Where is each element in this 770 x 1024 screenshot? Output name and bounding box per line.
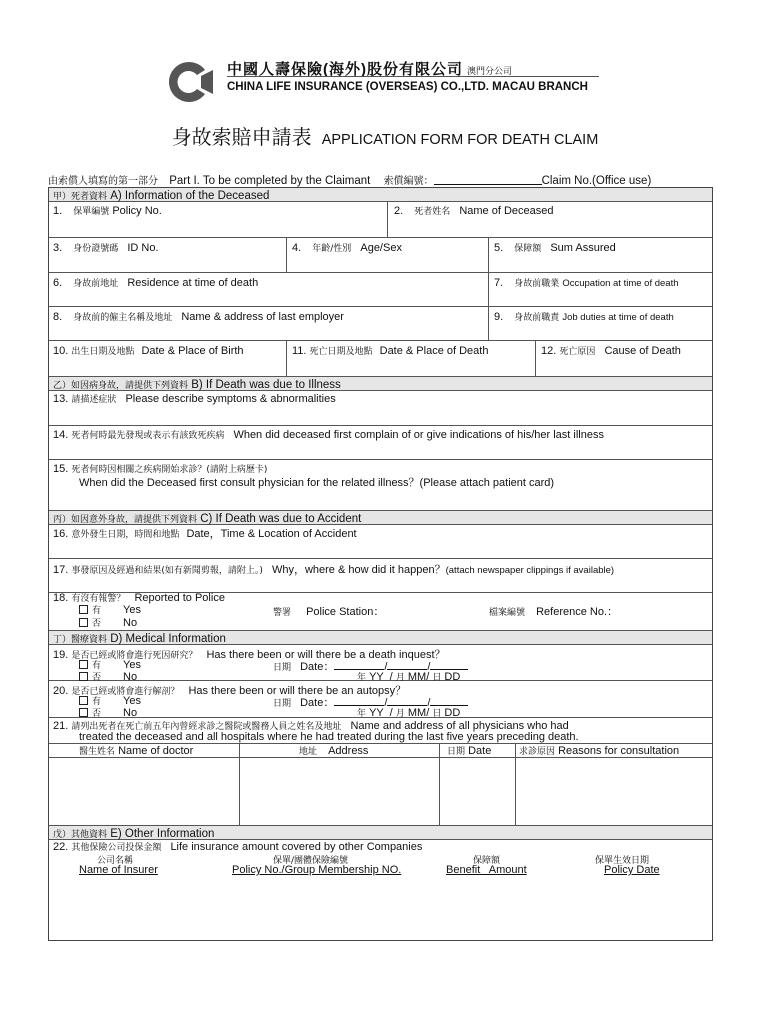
header-divider [227, 76, 599, 77]
id-no-field[interactable]: 3. 身份證號碼 ID No. [53, 242, 159, 254]
employer-field[interactable]: 8. 身故前的僱主名稱及地址 Name & address of last employer [53, 311, 344, 323]
section-a-title-zh: 甲）死者資料 [53, 192, 108, 202]
doctor-address-input[interactable] [240, 758, 439, 825]
policy-col-zh: 保單/團體保險編號 [273, 856, 349, 866]
section-a-header [49, 188, 712, 202]
policy-date-col-en: Policy Date [604, 864, 660, 876]
section-a-title-en: A) Information of the Deceased [110, 190, 270, 202]
deceased-name-field[interactable]: 2. 死者姓名 Name of Deceased [387, 202, 712, 237]
age-sex-field[interactable]: 4. 年齡/性別 Age/Sex [286, 238, 488, 272]
benefit-col-zh: 保障額 [473, 856, 501, 866]
autopsy-yes-checkbox[interactable] [79, 696, 88, 705]
row-birth-death-cause [49, 341, 712, 377]
other-insurance-block[interactable]: 22. 其他保險公司投保金額 Life insurance amount covered by other Companies 公司名稱 Name of Insurer 保單/團體保險編號 Policy No./Group Membership NO. 保障額 Benefit Amount 保單生效日期 Policy Date [53, 841, 660, 876]
section-b-title-zh: 乙）如因病身故，請提供下列資料 [53, 381, 189, 391]
page-title [0, 121, 770, 150]
col-reason-header: 求診原因 Reasons for consultation [519, 745, 680, 757]
policy-no-field[interactable]: 1. 保單編號 Policy No. [53, 205, 162, 217]
inquest-no-checkbox[interactable] [79, 672, 88, 681]
consult-reason-input[interactable] [516, 758, 712, 825]
job-duties-field[interactable]: 9. 身故前職責 Job duties at time of death [488, 307, 712, 340]
occupation-field[interactable]: 7. 身故前職業 Occupation at time of death [488, 273, 712, 306]
section-c-header [49, 511, 712, 525]
inquest-row: 19. 是否已經或將會進行死因研究？ Has there been or will there be a death inquest？ 有 Yes 否 No 日期 Date： / / 年 YY / 月 MM/ 日 DD [49, 645, 712, 681]
claim-no-zh: 索償編號： [383, 176, 434, 187]
inquest-date-field[interactable]: 日期 Date： / / [273, 658, 468, 674]
cause-of-death-field[interactable]: 12. 死亡原因 Cause of Death [535, 341, 712, 376]
title-en: APPLICATION FORM FOR DEATH CLAIM [321, 132, 599, 148]
inquest-yes-option[interactable]: 有 Yes [79, 658, 141, 671]
claim-no-label: Claim No.(Office use) [541, 175, 652, 187]
title-zh: 身故索賠申請表 [171, 125, 312, 149]
claim-form [48, 187, 713, 941]
symptoms-field[interactable]: 13. 請描述症狀 Please describe symptoms & abnormalities [49, 391, 712, 426]
company-name-zh: 中國人壽保險(海外)股份有限公司 澳門分公司 [227, 61, 513, 78]
section-b-title-en: B) If Death was due to Illness [191, 379, 341, 391]
inquest-date-format: 年 YY / 月 MM/ 日 DD [357, 671, 461, 683]
section-e-title-zh: 戊）其他資料 [53, 830, 108, 840]
death-date-field[interactable]: 11. 死亡日期及地點 Date & Place of Death [286, 341, 535, 376]
policy-date-col-zh: 保單生效日期 [595, 856, 650, 866]
policy-col-en: Policy No./Group Membership NO. [232, 864, 402, 876]
police-yes-option[interactable]: 有 Yes [79, 603, 141, 616]
col-doctor-header: 醫生姓名 Name of doctor [79, 745, 194, 757]
autopsy-yes-option[interactable]: 有 Yes [79, 694, 141, 707]
inquest-no-option[interactable]: 否 No [79, 670, 137, 683]
birth-field[interactable]: 10. 出生日期及地點 Date & Place of Birth [53, 345, 244, 357]
autopsy-no-option[interactable]: 否 No [79, 706, 137, 719]
inquest-yes-checkbox[interactable] [79, 660, 88, 669]
insurer-col-en: Name of Insurer [79, 864, 158, 876]
police-station-field[interactable]: 警署 Police Station： [273, 606, 385, 618]
company-branch-zh: 澳門分公司 [467, 66, 513, 76]
section-e-title-en: E) Other Information [110, 828, 215, 840]
police-yes-checkbox[interactable] [79, 605, 88, 614]
claim-no-field[interactable] [434, 174, 542, 185]
first-complain-field[interactable]: 14. 死者何時最先發現或表示有該致死疾病 When did deceased first complain of or give indications of his/her last illness [49, 426, 712, 460]
sum-assured-field[interactable]: 5. 保障額 Sum Assured [488, 238, 712, 272]
row-id-age-sum [49, 238, 712, 273]
reference-no-field[interactable]: 檔案編號 Reference No.： [489, 606, 619, 618]
section-d-title-en: D) Medical Information [110, 633, 226, 645]
autopsy-date-format: 年 YY / 月 MM/ 日 DD [357, 707, 461, 719]
row-policy-name [49, 202, 712, 238]
doctor-name-input[interactable] [49, 758, 239, 825]
benefit-col-en: Benefit Amount [446, 864, 527, 876]
first-consult-field[interactable]: 15. 死者何時因相關之疾病開始求診？(請附上病歷卡) When did the Deceased first consult physician for the related illness？(Please attach patient card) [49, 460, 712, 511]
insurer-col-zh: 公司名稱 [97, 856, 134, 866]
police-no-checkbox[interactable] [79, 618, 88, 627]
part-one-zh: 由索償人填寫的第一部分 [48, 176, 158, 187]
section-c-title-en: C) If Death was due to Accident [200, 513, 362, 525]
col-date-header: 日期 Date [447, 745, 492, 757]
autopsy-no-checkbox[interactable] [79, 708, 88, 717]
accident-date-field[interactable]: 16. 意外發生日期，時間和地點 Date，Time & Location of Accident [49, 525, 712, 559]
company-header [165, 52, 605, 107]
autopsy-date-field[interactable]: 日期 Date： / / [273, 694, 468, 710]
row-employer-duties [49, 307, 712, 341]
physicians-block: 21. 請列出死者在死亡前五年內曾經求診之醫院或醫務人員之姓名及地址 Name and address of all physicians who had treated the deceased and all hospitals where he had treated during the last five years preceding death. 醫生姓名 Name of doctor 地址 Address 日期 Date 求診原因 Reasons for consultation [49, 718, 712, 826]
part-one-line [48, 172, 713, 187]
section-b-header [49, 377, 712, 391]
section-d-title-zh: 丁）醫療資料 [53, 635, 108, 645]
section-d-header [49, 631, 712, 645]
company-name-en: CHINA LIFE INSURANCE (OVERSEAS) CO.,LTD. MACAU BRANCH [227, 81, 588, 93]
col-address-header: 地址 Address [299, 745, 369, 757]
row-residence-occupation [49, 273, 712, 307]
residence-field[interactable]: 6. 身故前地址 Residence at time of death [53, 277, 259, 289]
part-one-en: Part I. To be completed by the Claimant [169, 175, 371, 187]
accident-how-field[interactable]: 17. 事發原因及經過和結果(如有新聞剪報，請附上。) Why，where & how did it happen？(attach newspaper clippings if available) [49, 559, 712, 593]
section-c-title-zh: 丙）如因意外身故，請提供下列資料 [53, 515, 198, 525]
section-e-header [49, 826, 712, 840]
police-report-row: 18. 有沒有報警？ Reported to Police 有 Yes 否 No 警署 Police Station： 檔案編號 Reference No.： [49, 593, 712, 631]
consult-date-input[interactable] [440, 758, 515, 825]
autopsy-row: 20. 是否已經或將會進行解剖？ Has there been or will there be an autopsy？ 有 Yes 否 No 日期 Date： / / 年 YY / 月 MM/ 日 DD [49, 681, 712, 718]
police-no-option[interactable]: 否 No [79, 616, 137, 629]
company-logo-icon [165, 56, 217, 108]
